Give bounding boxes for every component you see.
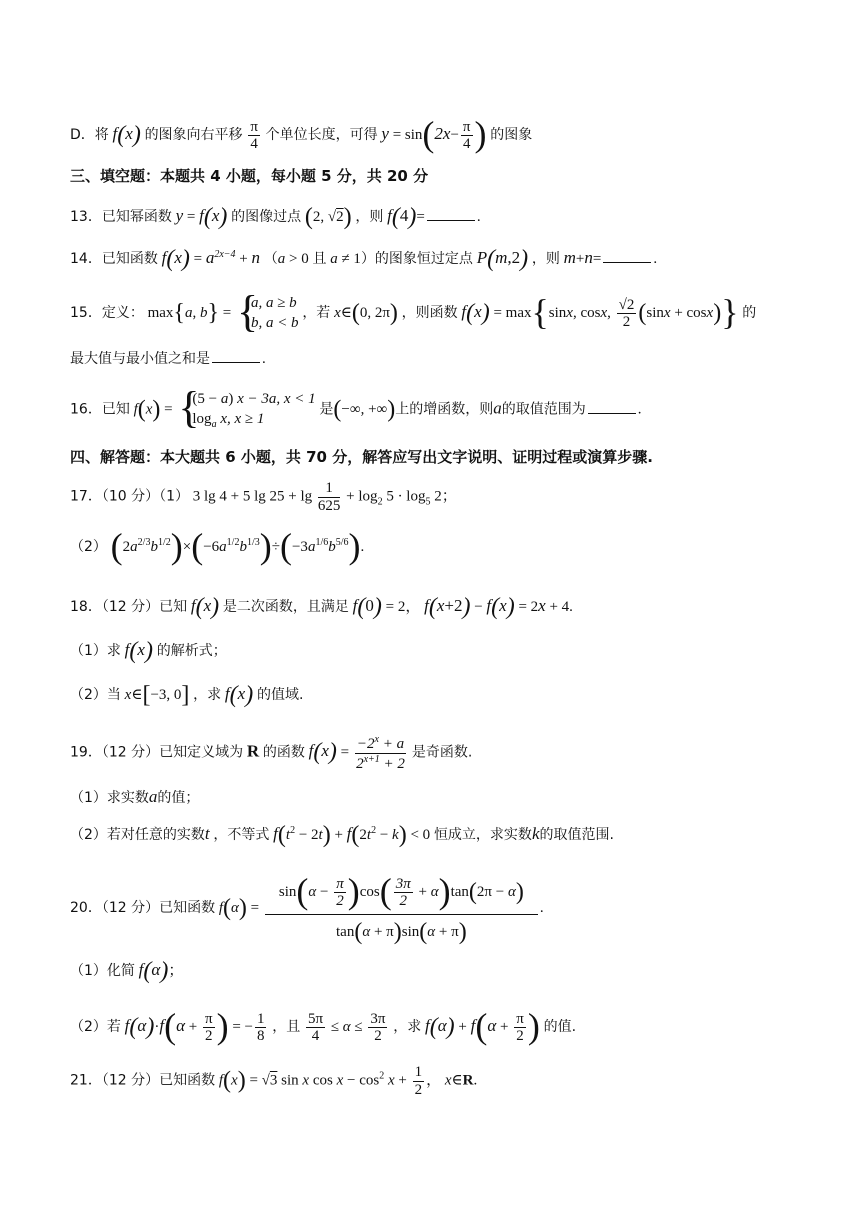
question-13: 13．已知幂函数 y = f(x) 的图像过点 (2, √2) ，则 f(4)= . <box>70 204 481 230</box>
answer-blank <box>603 262 651 263</box>
question-18: 18．（12 分）已知 f(x) 是二次函数，且满足 f(0) = 2， f(x+2) − f(x) = 2x + 4. <box>70 594 573 620</box>
question-14: 14．已知函数 $f(x) = a^{2x-4} + n$ （a > 0 且 a ≠ 1）的图象恒过定点 P(m,2) ，则 m+n= . <box>70 246 658 272</box>
answer-blank <box>588 413 636 414</box>
section-4-heading: 四、解答题：本大题共 6 小题，共 70 分，解答应写出文字说明、证明过程或演算步骤. <box>70 448 653 466</box>
question-19: 19．（12 分）已知定义域为 R 的函数 f(x) = $\frac{-2^x + a}{2^{x+1} + 2}$ 是奇函数. <box>70 734 473 772</box>
question-16: 16．已知 f(x) = { (5 − a) x − 3a, x < 1 $\log_a x$, x ≥ 1 是(−∞, +∞)上的增函数，则a的取值范围为 . <box>70 390 820 431</box>
option-d-label: D．将 <box>70 127 109 143</box>
question-19-part-2: （2）若对任意的实数t ，不等式 $f(t^2 - 2t) + f(2t^2 - k) < 0$ 恒成立，求实数k的取值范围. <box>70 822 614 848</box>
question-20: 20．（12 分）已知函数 f(α) = sin(α − $\frac{\pi}{2}$ )cos( $\frac{3\pi}{2}$ + α)tan(2π − α) tan(α + π)sin(α + π) . <box>70 871 544 945</box>
question-17: 17．（10 分）（1） 3 lg 4 + 5 lg 25 + lg $\frac{1}{625}$ + $\log_2 5 \cdot \log_5 2$； <box>70 480 457 514</box>
answer-blank <box>212 362 260 363</box>
answer-blank <box>427 220 475 221</box>
question-18-part-1: （1）求 f(x) 的解析式； <box>70 638 227 664</box>
question-18-part-2: （2）当 x∈[−3, 0] ，求 f(x) 的值域. <box>70 682 304 708</box>
question-17-part-2: （2） $(2a^{2/3}b^{1/2})\times(-6a^{1/2}b^{1/3})\div(-3a^{1/6}b^{5/6})$. <box>70 526 365 566</box>
question-20-part-1: （1）化简 f(α)； <box>70 958 184 984</box>
question-21: 21．（12 分）已知函数 f(x) = √3 sin x $\cos x - \cos^2 x$ + $\frac{1}{2}$ ， x∈R. <box>70 1064 478 1098</box>
section-3-heading: 三、填空题：本题共 4 小题，每小题 5 分，共 20 分 <box>70 167 429 185</box>
option-d: D．将 f(x) 的图象向右平移 $\frac{\pi}{4}$ 个单位长度，可得 y = sin(2x− $\frac{\pi}{4}$ ) 的图象 <box>70 114 533 154</box>
question-15-line-2: 最大值与最小值之和是 . <box>70 351 266 367</box>
question-19-part-1: （1）求实数a的值； <box>70 787 200 806</box>
question-15: 15．定义： max{a, b} = { a, a ≥ b b, a < b ，若 x∈(0, 2π) ，则函数 f(x) = max{sinx, cosx, $\frac{√2}{2}$ (sinx + cosx)} 的 <box>70 290 820 335</box>
question-20-part-2: （2）若 f(α)·f(α + $\frac{\pi}{2}$ ) = − $\frac{1}{8}$ ，且 $\frac{5\pi}{4}$ ≤ α ≤ $\frac{3\pi}{2}$ ，求 f(α) + f(α + $\frac{\pi}{2}$ ) 的值. <box>70 1006 577 1046</box>
